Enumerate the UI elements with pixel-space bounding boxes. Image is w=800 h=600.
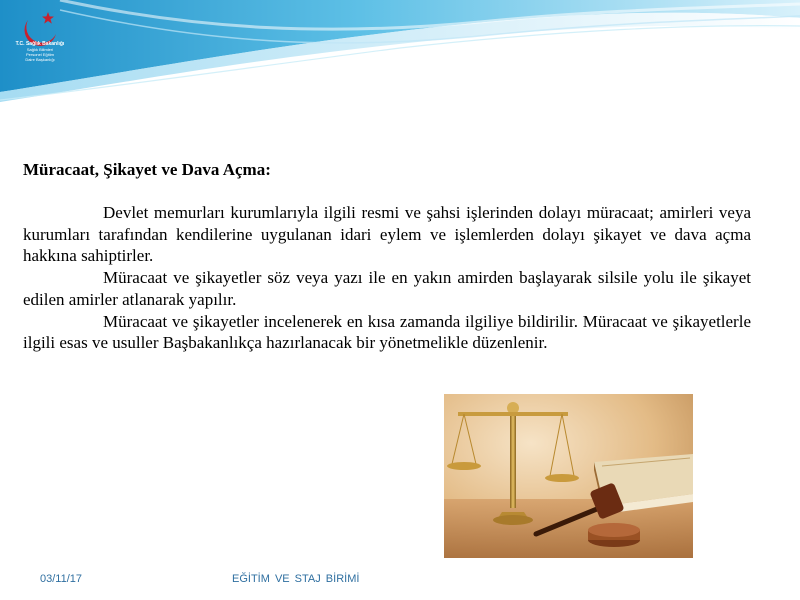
logo-text	[10, 42, 70, 62]
logo-text-line: Daire Başkanlığı	[25, 57, 55, 62]
paragraph: Müracaat ve şikayetler incelenerek en kısa zamanda ilgiliye bildirilir. Müracaat ve şikayetlerle ilgili esas ve usuller Başbakanlıkça hazırlanacak bir yönetmelikle düzenlenir.	[23, 311, 751, 353]
footer-date: 03/11/17	[40, 573, 83, 585]
footer-center-text: EĞİTİM VE STAJ BİRİMİ	[232, 573, 360, 585]
logo-text-line: T.C. Sağlık Bakanlığı	[15, 41, 65, 47]
paragraph: Devlet memurları kurumlarıyla ilgili resmi ve şahsi işlerinden dolayı müracaat; amirleri veya kurumları tarafından kendilerine uygulanan idari eylem ve işlemlerden dolayı şikayet ve dava açma hakkına sahiptirler.	[23, 203, 751, 266]
body-text	[23, 202, 751, 354]
logo-text-line: Sağlık Bilimleri	[26, 47, 54, 52]
scales-gavel-photo	[444, 394, 693, 558]
paragraph: Müracaat ve şikayetler söz veya yazı ile en yakın amirden başlayarak silsile yolu ile şikayet edilen amirler atlanarak yapılır.	[23, 268, 751, 309]
logo-text-line: Personel Eğitim	[25, 52, 54, 57]
section-heading: Müracaat, Şikayet ve Dava Açma:	[23, 160, 271, 179]
header-banner	[0, 0, 800, 110]
